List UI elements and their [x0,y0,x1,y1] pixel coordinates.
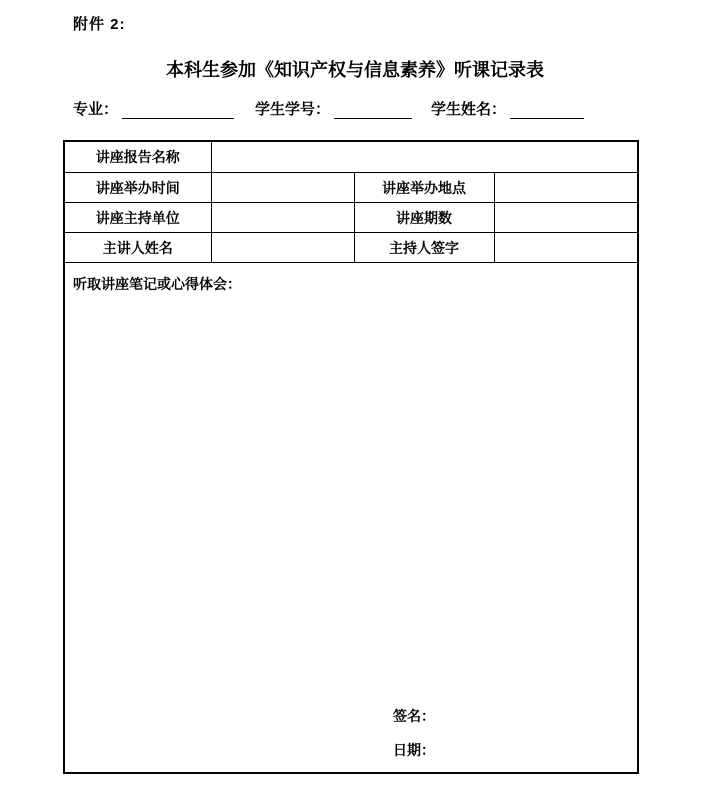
host-unit-value-cell[interactable] [211,203,354,233]
date-label: 日期： [393,742,435,758]
lecture-title-label: 讲座报告名称 [64,141,211,173]
attachment-label: 附件 2: [73,16,126,33]
lecture-time-label: 讲座举办时间 [64,173,211,203]
table-row [64,233,638,263]
notes-cell[interactable] [64,263,638,774]
table-row [64,203,638,233]
host-unit-label: 讲座主持单位 [64,203,211,233]
major-label: 专业： [73,101,119,118]
table-row [64,263,638,774]
student-id-blank-field[interactable] [334,100,412,119]
speaker-name-label: 主讲人姓名 [64,233,211,263]
lecture-record-table [63,140,639,774]
student-name-label: 学生姓名： [431,101,507,118]
host-signature-label: 主持人签字 [354,233,494,263]
speaker-name-value-cell[interactable] [211,233,354,263]
host-signature-value-cell[interactable] [494,233,638,263]
student-name-blank-field[interactable] [510,100,584,119]
lecture-location-value-cell[interactable] [494,173,638,203]
lecture-location-label: 讲座举办地点 [354,173,494,203]
student-info-row [73,98,584,120]
notes-label: 听取讲座笔记或心得体会： [73,276,241,292]
lecture-session-value-cell[interactable] [494,203,638,233]
lecture-session-label: 讲座期数 [354,203,494,233]
table-row [64,141,638,173]
major-blank-field[interactable] [122,100,234,119]
lecture-title-value-cell[interactable] [211,141,638,173]
form-title: 本科生参加《知识产权与信息素养》听课记录表 [166,60,544,80]
student-id-label: 学生学号： [255,101,331,118]
lecture-time-value-cell[interactable] [211,173,354,203]
signature-label: 签名： [393,708,435,724]
table-row [64,173,638,203]
